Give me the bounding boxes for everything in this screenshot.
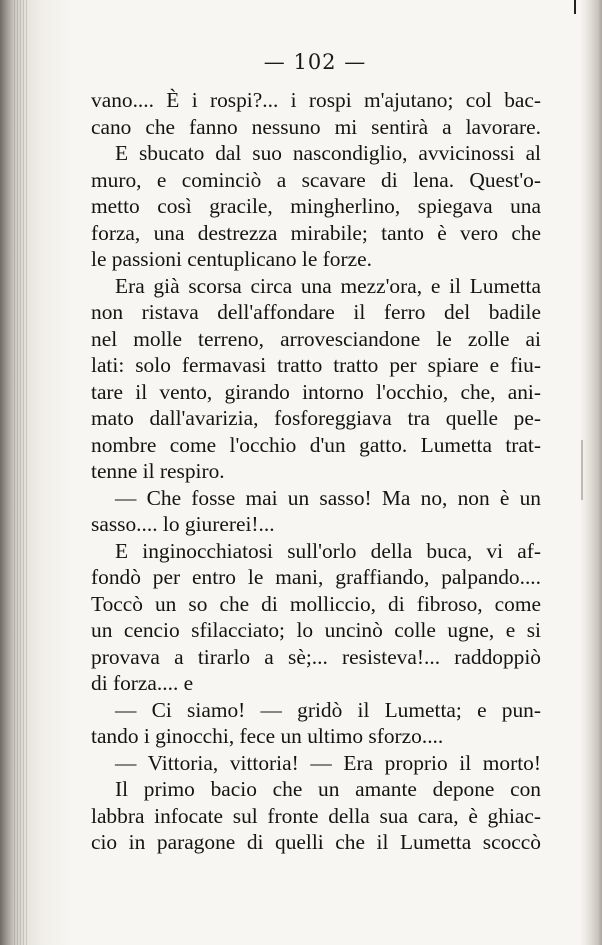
- text-line: Era già scorsa circa una mezz'ora, e il Lumetta: [115, 273, 541, 298]
- text-line: labbra infocate sul fronte della sua cara, è ghiac-: [91, 803, 541, 828]
- text-line: — Che fosse mai un sasso! Ma no, non è un: [115, 485, 541, 510]
- edge-mark: [574, 0, 576, 14]
- text-line: cio in paragone di quelli che il Lumetta scoccò: [91, 830, 541, 854]
- text-line: — Vittoria, vittoria! — Era proprio il morto!: [115, 750, 541, 775]
- page-number-header: — 102 —: [263, 50, 367, 74]
- text-line: un cencio sfilacciato; lo uncinò colle ugne, e si: [91, 618, 541, 642]
- text-line: cano che fanno nessuno mi sentirà a lavorare.: [91, 114, 541, 139]
- text-line: tare il vento, girando intorno l'occhio, che, ani-: [91, 379, 541, 404]
- adjacent-page-edges: [14, 0, 28, 945]
- text-line: E sbucato dal suo nascondiglio, avvicinossi al: [115, 141, 541, 165]
- text-line: provava a tirarlo a sè;... resisteva!... raddoppiò: [91, 644, 541, 669]
- text-line: sasso.... lo giurerei!...: [91, 512, 275, 536]
- text-line: mato dall'avarizia, fosforeggiava tra quelle pe-: [91, 406, 541, 430]
- page-gutter-shadow: [0, 0, 72, 945]
- text-line: metto così gracile, mingherlino, spiegava una: [91, 194, 541, 218]
- text-line: E inginocchiatosi sull'orlo della buca, vi af-: [115, 538, 541, 563]
- text-line: vano.... È i rospi?... i rospi m'ajutano; col bac-: [91, 88, 541, 112]
- text-line: nel molle terreno, arrovesciandone le zolle ai: [91, 326, 541, 351]
- text-line: fondò per entro le mani, graffiando, palpando....: [91, 565, 541, 589]
- edge-mark: [581, 440, 583, 500]
- text-line: muro, e cominciò a scavare di lena. Quest'o-: [91, 167, 541, 192]
- text-line: forza, una destrezza mirabile; tanto è vero che: [91, 220, 541, 245]
- body-text: [91, 87, 541, 856]
- text-line: lati: solo fermavasi tratto tratto per spiare e fiu-: [91, 353, 541, 377]
- text-line: le passioni centuplicano le forze.: [91, 247, 372, 271]
- text-line: di forza.... e: [91, 671, 194, 695]
- page-right-edge: [580, 0, 602, 945]
- text-line: tando i ginocchi, fece un ultimo sforzo....: [91, 724, 444, 748]
- text-line: — Ci siamo! — gridò il Lumetta; e pun-: [115, 697, 541, 722]
- text-line: non ristava dell'affondare il ferro del badile: [91, 300, 541, 324]
- text-line: nombre come l'occhio d'un gatto. Lumetta trat-: [91, 432, 541, 457]
- text-line: Il primo bacio che un amante depone con: [115, 777, 541, 801]
- text-line: Toccò un so che di molliccio, di fibroso, come: [91, 591, 541, 616]
- text-line: tenne il respiro.: [91, 459, 225, 483]
